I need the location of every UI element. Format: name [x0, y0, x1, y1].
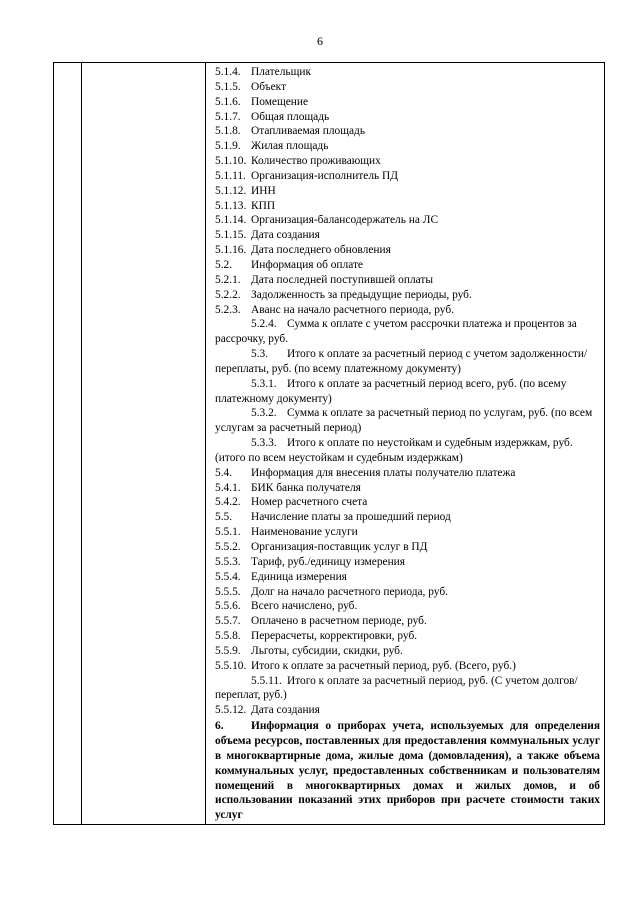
page-number: 6	[317, 34, 323, 48]
list-item	[215, 169, 600, 184]
item-number: 5.5.6.	[215, 600, 241, 613]
item-text: Информация для внесения платы получателю платежа	[251, 466, 516, 479]
item-number: 5.5.9.	[215, 644, 241, 657]
item-text: Задолженность за предыдущие периоды, руб.	[251, 288, 472, 301]
item-text: Организация-исполнитель ПД	[251, 169, 399, 182]
item-text: Итого к оплате по неустойкам и судебным издержкам, руб. (итого по всем неустойкам и судебным издержкам)	[215, 437, 573, 464]
list-item	[215, 674, 600, 704]
list-item	[215, 703, 600, 718]
item-text: Дата создания	[251, 229, 320, 242]
item-text: Номер расчетного счета	[251, 496, 368, 509]
list-item	[215, 317, 600, 347]
item-number: 5.1.6.	[215, 95, 241, 108]
item-number: 5.5.3.	[215, 555, 241, 568]
item-number: 5.1.10.	[215, 155, 247, 168]
item-text: Организация-поставщик услуг в ПД	[251, 541, 428, 553]
list-item	[215, 154, 600, 169]
item-text: Оплачено в расчетном периоде, руб.	[251, 615, 427, 628]
list-item	[215, 139, 600, 154]
item-number: 5.5.7.	[215, 615, 241, 628]
item-number: 5.3.	[251, 348, 269, 361]
number-column-cell	[54, 63, 82, 825]
list-item	[215, 629, 600, 644]
list-item	[215, 80, 600, 95]
item-number: 5.2.	[215, 258, 233, 271]
list-item	[215, 110, 600, 125]
item-number: 5.1.8.	[215, 125, 241, 138]
item-number: 5.1.5.	[215, 80, 241, 93]
item-number: 5.5.11.	[251, 674, 282, 687]
list-item	[215, 213, 600, 228]
list-item	[215, 644, 600, 659]
list-item	[215, 570, 600, 585]
name-column-cell	[82, 63, 206, 825]
list-item	[215, 95, 600, 110]
item-number: 5.1.13.	[215, 199, 247, 212]
item-number: 5.1.4.	[215, 66, 241, 78]
item-number: 5.5.	[215, 511, 233, 524]
list-item	[215, 495, 600, 510]
list-item	[215, 288, 600, 303]
item-text: Сумма к оплате с учетом рассрочки платежа и процентов за рассрочку, руб.	[215, 318, 577, 346]
item-text: Жилая площадь	[251, 140, 329, 153]
item-text: Общая площадь	[251, 110, 330, 123]
item-number: 5.4.	[215, 466, 233, 479]
item-text: Дата последнего обновления	[251, 244, 391, 257]
item-number: 5.1.9.	[215, 140, 241, 153]
item-number: 5.5.12.	[215, 704, 247, 717]
list-item	[215, 124, 600, 139]
item-text: Помещение	[251, 95, 309, 108]
item-number: 5.4.1.	[215, 481, 241, 494]
list-item	[215, 406, 600, 436]
item-text: БИК банка получателя	[251, 481, 361, 494]
item-number: 5.5.10.	[215, 659, 247, 672]
list-item	[215, 436, 600, 466]
item-text: Долг на начало расчетного периода, руб.	[251, 585, 448, 598]
item-text: Объект	[251, 80, 287, 93]
list-item	[215, 273, 600, 288]
item-number: 5.5.8.	[215, 630, 241, 643]
item-number: 5.5.2.	[215, 541, 241, 553]
item-number: 5.3.2.	[251, 407, 277, 420]
item-text: Информация об оплате	[251, 258, 363, 271]
list-item	[215, 659, 600, 674]
item-text: Единица измерения	[251, 570, 347, 583]
table-row	[54, 63, 605, 825]
item-text: Перерасчеты, корректировки, руб.	[251, 630, 418, 643]
item-number: 5.2.3.	[215, 303, 241, 316]
item-text: Количество проживающих	[251, 155, 381, 168]
item-text: КПП	[251, 199, 276, 212]
list-item	[215, 377, 600, 407]
item-text: Наименование услуги	[251, 526, 358, 539]
list-item	[215, 599, 600, 614]
list-item	[215, 481, 600, 496]
list-item	[215, 614, 600, 629]
list-item	[215, 525, 600, 540]
item-number: 5.1.11.	[215, 169, 246, 182]
item-number: 5.1.15.	[215, 229, 247, 242]
list-item	[215, 510, 600, 525]
list-item	[215, 243, 600, 258]
item-text: Всего начислено, руб.	[251, 600, 358, 613]
item-text: ИНН	[251, 184, 276, 197]
item-number: 5.3.1.	[251, 377, 277, 390]
item-text: Плательщик	[251, 66, 311, 78]
section-6-number: 6.	[215, 720, 224, 733]
list-item	[215, 303, 600, 318]
item-number: 5.4.2.	[215, 496, 241, 509]
item-text: Отапливаемая площадь	[251, 125, 366, 138]
list-item	[215, 199, 600, 214]
item-number: 5.5.5.	[215, 585, 241, 598]
section-6-heading	[206, 719, 604, 824]
list-item	[215, 184, 600, 199]
content-cell	[206, 63, 605, 825]
item-text: Начисление платы за прошедший период	[251, 511, 451, 524]
item-number: 5.3.3.	[251, 437, 277, 450]
item-text: Дата последней поступившей оплаты	[251, 273, 434, 286]
item-text: Дата создания	[251, 704, 320, 717]
item-number: 5.2.4.	[251, 318, 277, 331]
item-text: Итого к оплате за расчетный период, руб. (С учетом долгов/переплат, руб.)	[215, 674, 578, 702]
item-number: 5.2.2.	[215, 288, 241, 301]
item-text: Льготы, субсидии, скидки, руб.	[251, 644, 403, 657]
item-text: Итого к оплате за расчетный период с учетом задолженности/переплаты, руб. (по всему платежному документу)	[215, 348, 588, 375]
list-item	[215, 540, 600, 555]
list-item	[215, 466, 600, 481]
item-text: Аванс на начало расчетного периода, руб.	[251, 303, 454, 316]
list-item	[215, 585, 600, 600]
list-item	[215, 65, 600, 80]
item-text: Сумма к оплате за расчетный период по услугам, руб. (по всем услугам за расчетный период)	[215, 407, 593, 435]
list-item	[215, 347, 600, 377]
list-item	[215, 258, 600, 273]
item-number: 5.5.4.	[215, 570, 241, 583]
item-number: 5.2.1.	[215, 273, 241, 286]
list-item	[215, 228, 600, 243]
item-list	[206, 63, 604, 719]
item-text: Итого к оплате за расчетный период всего, руб. (по всему платежному документу)	[215, 377, 567, 405]
item-number: 5.1.14.	[215, 214, 247, 227]
item-number: 5.1.7.	[215, 110, 241, 123]
requirements-table	[53, 62, 605, 825]
item-text: Тариф, руб./единицу измерения	[251, 555, 406, 568]
item-text: Организация-балансодержатель на ЛС	[251, 214, 439, 227]
list-item	[215, 555, 600, 570]
section-6-text: Информация о приборах учета, используемых для определения объема ресурсов, поставленных для предоставления коммунальных услуг в многоквартирные дома, жилые дома (домовладения), а также объема коммунальных услуг, предоставленных собственникам и пользователям помещений в многоквартирных домах и жилых домов, и об использовании показаний этих приборов при расчете стоимости таких услуг	[215, 720, 600, 822]
item-text: Итого к оплате за расчетный период, руб. (Всего, руб.)	[251, 659, 516, 672]
item-number: 5.1.12.	[215, 184, 247, 197]
item-number: 5.5.1.	[215, 526, 241, 539]
item-number: 5.1.16.	[215, 244, 247, 257]
